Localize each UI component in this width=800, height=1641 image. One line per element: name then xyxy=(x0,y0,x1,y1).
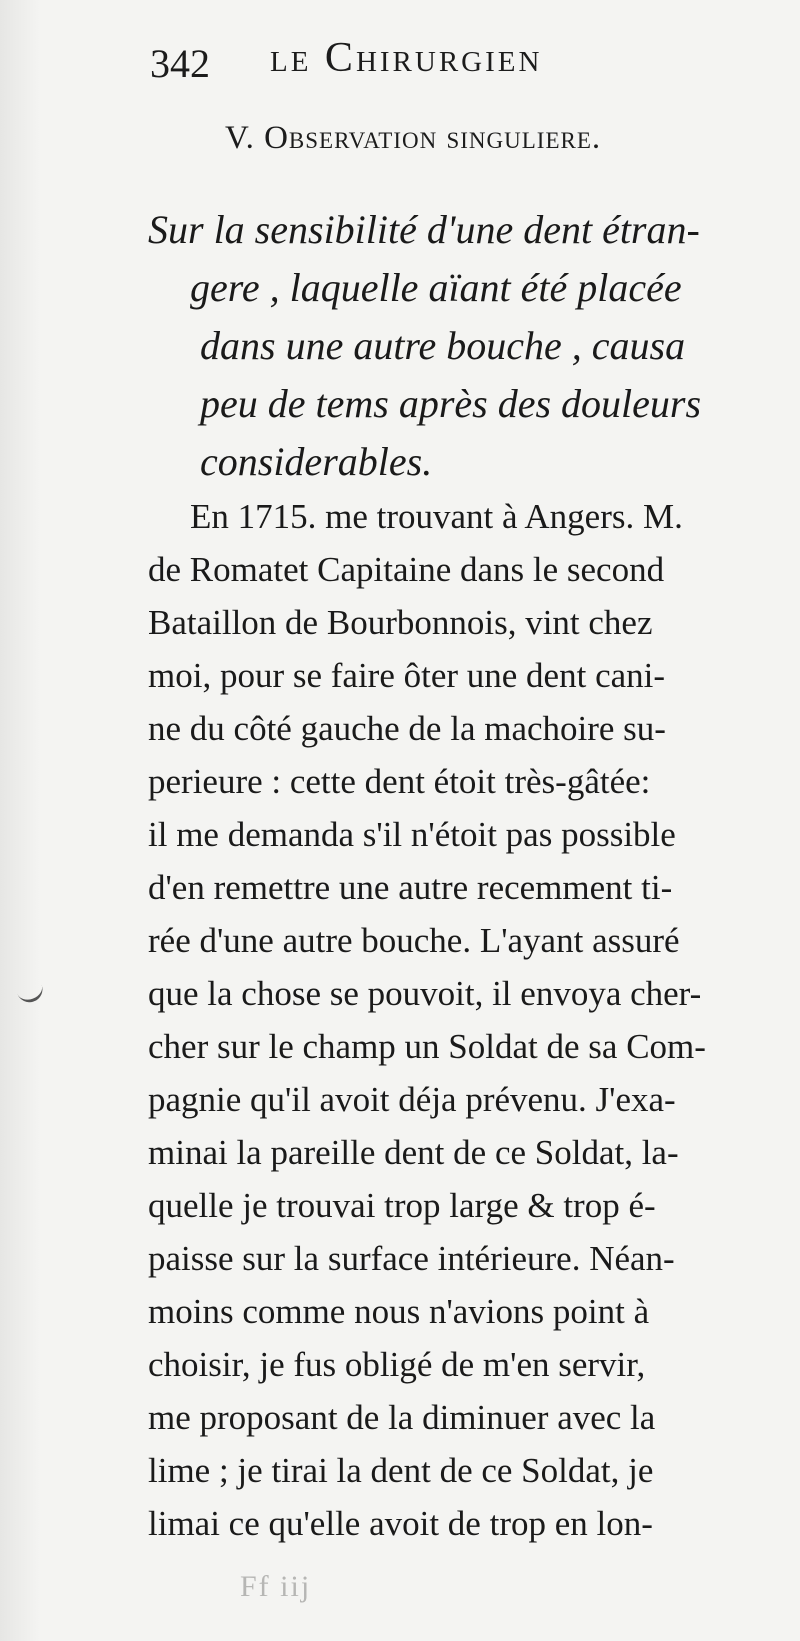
text-line: En 1715. me trouvant à Angers. M. xyxy=(190,497,683,536)
text-line: limai ce qu'elle avoit de trop en lon- xyxy=(148,1504,653,1543)
text-line: de Romatet Capitaine dans le second xyxy=(148,550,665,589)
subtitle-line: peu de tems après des douleurs xyxy=(200,381,702,426)
running-title: le Chirurgien xyxy=(270,35,543,81)
observation-heading: V. Observation singuliere. xyxy=(225,120,602,156)
text-line: moi, pour se faire ôter une dent cani- xyxy=(148,656,666,695)
running-head xyxy=(150,30,710,90)
text-line: cher sur le champ un Soldat de sa Com- xyxy=(148,1027,706,1066)
text-line: me proposant de la diminuer avec la xyxy=(148,1398,656,1437)
text-line: paisse sur la surface intérieure. Néan- xyxy=(148,1239,675,1278)
text-line: moins comme nous n'avions point à xyxy=(148,1292,650,1331)
text-line: d'en remettre une autre recemment ti- xyxy=(148,868,673,907)
text-line: quelle je trouvai trop large & trop é- xyxy=(148,1186,656,1225)
text-line: minai la pareille dent de ce Soldat, la- xyxy=(148,1133,679,1172)
text-line: que la chose se pouvoit, il envoya cher- xyxy=(148,974,702,1013)
subtitle-line: dans une autre bouche , causa xyxy=(200,323,686,368)
text-line: il me demanda s'il n'étoit pas possible xyxy=(148,815,676,854)
ink-mark xyxy=(16,981,46,1006)
subtitle-line: considerables. xyxy=(200,439,433,484)
signature-mark: Ff iij xyxy=(240,1570,312,1603)
text-line: choisir, je fus obligé de m'en servir, xyxy=(148,1345,646,1384)
text-line: lime ; je tirai la dent de ce Soldat, je xyxy=(148,1451,654,1490)
text-line: ne du côté gauche de la machoire su- xyxy=(148,709,666,748)
page-number: 342 xyxy=(150,41,210,86)
text-line: pagnie qu'il avoit déja prévenu. J'exa- xyxy=(148,1080,676,1119)
subtitle-line: gere , laquelle aïant été placée xyxy=(190,265,682,310)
text-line: Bataillon de Bourbonnois, vint chez xyxy=(148,603,653,642)
subtitle-line: Sur la sensibilité d'une dent étran- xyxy=(148,207,700,252)
text-line: rée d'une autre bouche. L'ayant assuré xyxy=(148,921,680,960)
text-line: perieure : cette dent étoit très-gâtée: xyxy=(148,762,651,801)
